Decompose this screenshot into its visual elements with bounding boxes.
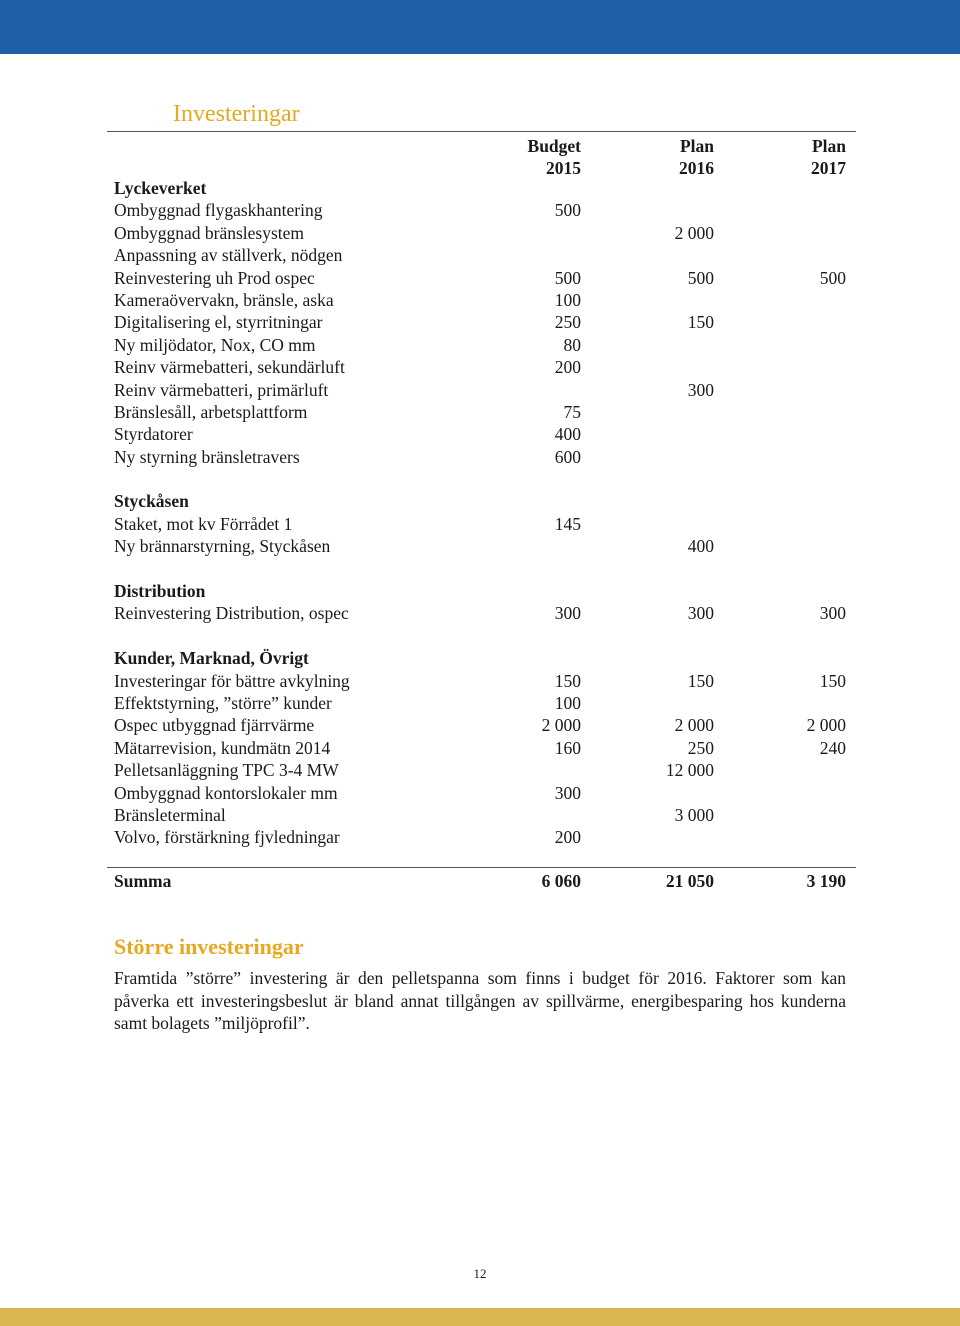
- section-title: Investeringar: [173, 101, 300, 127]
- row-label: Ombyggnad flygaskhantering: [114, 200, 323, 221]
- category-label: Lyckeverket: [114, 178, 207, 198]
- column-header-plan-2016: [679, 135, 714, 179]
- table-row: [114, 759, 854, 781]
- row-label: Ospec utbyggnad fjärrvärme: [114, 715, 315, 736]
- column-header-line2: 2015: [546, 158, 581, 178]
- row-label: Ombyggnad kontorslokaler mm: [114, 782, 338, 803]
- row-value-2017: 2 000: [806, 715, 846, 736]
- summary-value-2015: 6 060: [541, 871, 581, 891]
- table-row: [114, 311, 854, 333]
- column-header-budget-2015: [528, 135, 581, 179]
- row-value-2015: 80: [563, 334, 581, 355]
- row-value-2015: 500: [554, 267, 581, 288]
- table-row: [114, 446, 854, 468]
- row-value-2015: 600: [554, 446, 581, 467]
- row-label: Ny brännarstyrning, Styckåsen: [114, 536, 331, 557]
- table-body: [114, 177, 854, 849]
- table-row: [114, 513, 854, 535]
- row-value-2015: 160: [554, 737, 581, 758]
- column-header-line2: 2016: [679, 158, 714, 178]
- row-value-2015: 500: [554, 200, 581, 221]
- table-row: [114, 714, 854, 736]
- row-value-2015: 2 000: [541, 715, 581, 736]
- table-row: [114, 222, 854, 244]
- row-label: Effektstyrning, ”större” kunder: [114, 692, 332, 713]
- row-value-2015: 400: [554, 424, 581, 445]
- row-value-2017: 500: [819, 267, 846, 288]
- category-label: Styckåsen: [114, 491, 189, 512]
- page-number: 12: [473, 1266, 487, 1281]
- row-value-2016: 12 000: [665, 760, 714, 781]
- row-value-2015: 250: [554, 312, 581, 333]
- row-label: Anpassning av ställverk, nödgen: [114, 245, 343, 266]
- row-value-2017: 150: [819, 670, 846, 691]
- table-header: [114, 133, 854, 177]
- row-value-2016: 2 000: [674, 222, 714, 243]
- summary-row: [114, 869, 854, 893]
- table-row: [114, 670, 854, 692]
- table-row: [114, 289, 854, 311]
- table-row: [114, 244, 854, 266]
- table-row: [114, 401, 854, 423]
- row-label: Reinv värmebatteri, primärluft: [114, 379, 329, 400]
- row-label: Investeringar för bättre avkylning: [114, 670, 350, 691]
- summary-value-2017: 3 190: [806, 871, 846, 891]
- row-label: Mätarrevision, kundmätn 2014: [114, 737, 331, 758]
- column-header-line2: 2017: [811, 158, 846, 178]
- row-value-2015: 200: [554, 827, 581, 848]
- row-value-2015: 145: [554, 513, 581, 534]
- row-value-2016: 400: [687, 536, 714, 557]
- summary-value-2016: 21 050: [665, 871, 714, 891]
- row-value-2015: 100: [554, 692, 581, 713]
- row-value-2016: 2 000: [674, 715, 714, 736]
- subheading: Större investeringar: [114, 934, 304, 959]
- row-label: Digitalisering el, styrritningar: [114, 312, 323, 333]
- table-row: [114, 692, 854, 714]
- row-value-2017: 240: [819, 737, 846, 758]
- column-header-line1: Budget: [527, 136, 581, 156]
- category-row: [114, 647, 854, 669]
- row-value-2015: 200: [554, 357, 581, 378]
- row-label: Bränslesåll, arbetsplattform: [114, 401, 308, 422]
- row-spacer: [114, 558, 854, 580]
- row-label: Pelletsanläggning TPC 3-4 MW: [114, 760, 339, 781]
- table-row: [114, 356, 854, 378]
- row-value-2015: 150: [554, 670, 581, 691]
- row-label: Styrdatorer: [114, 424, 193, 445]
- category-row: [114, 177, 854, 199]
- row-label: Staket, mot kv Förrådet 1: [114, 513, 293, 534]
- row-value-2016: 150: [687, 670, 714, 691]
- investment-table: [114, 133, 854, 849]
- row-value-2015: 300: [554, 782, 581, 803]
- row-label: Ombyggnad bränslesystem: [114, 222, 305, 243]
- row-label: Volvo, förstärkning fjvledningar: [114, 827, 340, 848]
- category-row: [114, 490, 854, 512]
- title-rule: [107, 131, 856, 132]
- table-row: [114, 602, 854, 624]
- row-value-2017: 300: [819, 603, 846, 624]
- row-label: Bränsleterminal: [114, 804, 226, 825]
- row-value-2015: 300: [554, 603, 581, 624]
- body-paragraph: Framtida ”större” investering är den pelletspanna som finns i budget för 2016. Faktorer som kan påverka ett investeringsbeslut är bland annat tillgången av spillvärme, energibesparing hos kunderna samt bolagets ”miljöprofil”.: [114, 968, 846, 1033]
- row-value-2015: 100: [554, 289, 581, 310]
- table-row: [114, 782, 854, 804]
- row-spacer: [114, 625, 854, 647]
- category-label: Distribution: [114, 581, 206, 602]
- table-row: [114, 423, 854, 445]
- table-row: [114, 826, 854, 848]
- row-value-2015: 75: [563, 401, 581, 422]
- table-row: [114, 199, 854, 221]
- category-row: [114, 580, 854, 602]
- row-spacer: [114, 468, 854, 490]
- row-label: Ny styrning bränsletravers: [114, 446, 300, 467]
- summary-label: Summa: [114, 871, 172, 891]
- row-label: Kameraövervakn, bränsle, aska: [114, 289, 334, 310]
- footer-band: [0, 1308, 960, 1326]
- column-header-line1: Plan: [679, 136, 714, 156]
- table-row: [114, 804, 854, 826]
- summary-rule: [107, 867, 856, 868]
- column-header-plan-2017: [811, 135, 846, 179]
- table-row: [114, 737, 854, 759]
- row-value-2016: 150: [687, 312, 714, 333]
- table-row: [114, 334, 854, 356]
- row-value-2016: 300: [687, 379, 714, 400]
- row-value-2016: 300: [687, 603, 714, 624]
- row-label: Ny miljödator, Nox, CO mm: [114, 334, 316, 355]
- table-row: [114, 379, 854, 401]
- row-label: Reinvestering uh Prod ospec: [114, 267, 315, 288]
- row-label: Reinvestering Distribution, ospec: [114, 603, 349, 624]
- header-band: [0, 0, 960, 54]
- row-label: Reinv värmebatteri, sekundärluft: [114, 357, 345, 378]
- row-value-2016: 3 000: [674, 804, 714, 825]
- column-header-line1: Plan: [811, 136, 846, 156]
- category-label: Kunder, Marknad, Övrigt: [114, 648, 309, 669]
- table-row: [114, 535, 854, 557]
- row-value-2016: 250: [687, 737, 714, 758]
- row-value-2016: 500: [687, 267, 714, 288]
- table-row: [114, 267, 854, 289]
